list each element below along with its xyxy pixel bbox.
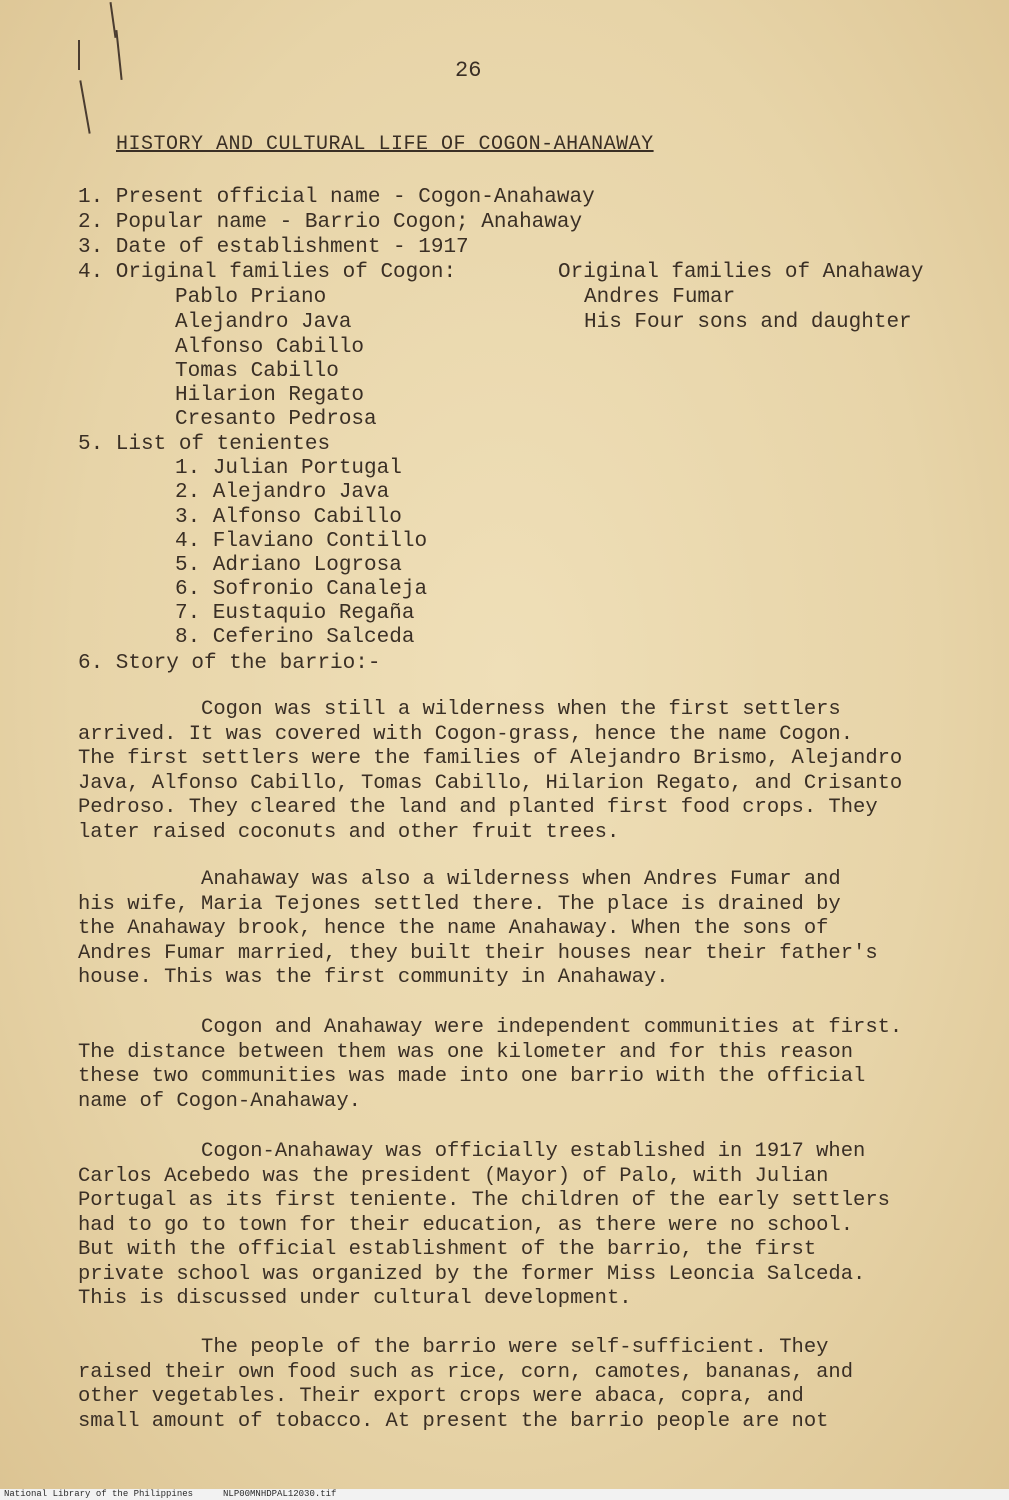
- paragraph-self-sufficient: [78, 1336, 938, 1434]
- teniente-item: 5. Adriano Logrosa: [175, 554, 402, 577]
- text-line: raised their own food such as rice, corn, camotes, bananas, and: [78, 1360, 854, 1384]
- text-line: This is discussed under cultural development.: [78, 1287, 632, 1310]
- list-item: 3. Date of establishment - 1917: [78, 236, 469, 259]
- text-line: Portugal as its first teniente. The children of the early settlers: [78, 1189, 890, 1212]
- margin-mark: [115, 30, 122, 80]
- tenientes-heading: 5. List of tenientes: [78, 433, 331, 456]
- margin-mark: [78, 40, 80, 70]
- text-line: small amount of tobacco. At present the barrio people are not: [78, 1409, 829, 1433]
- text-line: arrived. It was covered with Cogon-grass, hence the name Cogon.: [78, 722, 854, 746]
- text-line: The distance between them was one kilometer and for this reason: [78, 1040, 854, 1064]
- margin-mark: [79, 80, 90, 134]
- teniente-item: 3. Alfonso Cabillo: [175, 506, 402, 529]
- text-line: Carlos Acebedo was the president (Mayor) of Palo, with Julian: [78, 1164, 829, 1188]
- teniente-item: 2. Alejandro Java: [175, 481, 390, 504]
- cogon-family: Pablo Priano: [175, 286, 327, 309]
- text-line: private school was organized by the former Miss Leoncia Salceda.: [78, 1262, 866, 1286]
- cogon-family: Alejandro Java: [175, 311, 352, 334]
- text-line: house. This was the first community in Anahaway.: [78, 966, 669, 989]
- teniente-item: 4. Flaviano Contillo: [175, 530, 428, 553]
- text-line: Pedroso. They cleared the land and planted first food crops. They: [78, 796, 878, 819]
- text-line: later raised coconuts and other fruit trees.: [78, 820, 620, 844]
- text-line: But with the official establishment of the barrio, the first: [78, 1238, 817, 1261]
- teniente-item: 7. Eustaquio Regaña: [175, 602, 415, 625]
- text-line: Cogon-Anahaway was officially established in 1917 when: [78, 1140, 866, 1163]
- cogon-family: Hilarion Regato: [175, 384, 365, 407]
- text-line: name of Cogon-Anahaway.: [78, 1089, 361, 1113]
- page-title: HISTORY AND CULTURAL LIFE OF COGON-AHANAWAY: [116, 133, 654, 156]
- cogon-family: Alfonso Cabillo: [175, 336, 365, 359]
- text-line: Cogon was still a wilderness when the first settlers: [78, 698, 841, 721]
- list-item: 1. Present official name - Cogon-Anahaway: [78, 186, 595, 209]
- text-line: had to go to town for their education, as there were no school.: [78, 1213, 854, 1237]
- teniente-item: 1. Julian Portugal: [175, 457, 402, 480]
- footer-filename: NLP00MNHDPAL12030.tif: [223, 1489, 337, 1499]
- paragraph-establishment: [78, 1140, 938, 1312]
- page-number: 26: [455, 58, 482, 83]
- cogon-family: Cresanto Pedrosa: [175, 408, 377, 431]
- teniente-item: 6. Sofronio Canaleja: [175, 578, 428, 601]
- paragraph-independent: [78, 1016, 938, 1114]
- list-item: 2. Popular name - Barrio Cogon; Anahaway: [78, 211, 583, 234]
- anahaway-family: Andres Fumar: [584, 286, 736, 309]
- text-line: Java, Alfonso Cabillo, Tomas Cabillo, Hilarion Regato, and Crisanto: [78, 771, 903, 795]
- text-line: Cogon and Anahaway were independent communities at first.: [78, 1016, 903, 1039]
- text-line: other vegetables. Their export crops were abaca, copra, and: [78, 1385, 804, 1408]
- teniente-item: 8. Ceferino Salceda: [175, 626, 415, 649]
- list-item: 4. Original families of Cogon:: [78, 261, 457, 284]
- anahaway-family: His Four sons and daughter: [584, 311, 912, 334]
- paragraph-cogon: [78, 698, 938, 845]
- text-line: his wife, Maria Tejones settled there. The place is drained by: [78, 892, 841, 916]
- text-line: these two communities was made into one barrio with the official: [78, 1065, 866, 1088]
- text-line: The first settlers were the families of Alejandro Brismo, Alejandro: [78, 747, 903, 770]
- scan-footer: [0, 1489, 1009, 1500]
- text-line: Anahaway was also a wilderness when Andres Fumar and: [78, 868, 841, 891]
- text-line: Andres Fumar married, they built their houses near their father's: [78, 941, 878, 965]
- text-line: The people of the barrio were self-sufficient. They: [78, 1336, 829, 1359]
- footer-library: National Library of the Philippines: [4, 1489, 194, 1499]
- cogon-family: Tomas Cabillo: [175, 360, 339, 383]
- text-line: the Anahaway brook, hence the name Anahaway. When the sons of: [78, 917, 829, 940]
- anahaway-heading: Original families of Anahaway: [558, 261, 924, 284]
- paragraph-anahaway: [78, 868, 938, 991]
- story-heading: 6. Story of the barrio:-: [78, 652, 381, 675]
